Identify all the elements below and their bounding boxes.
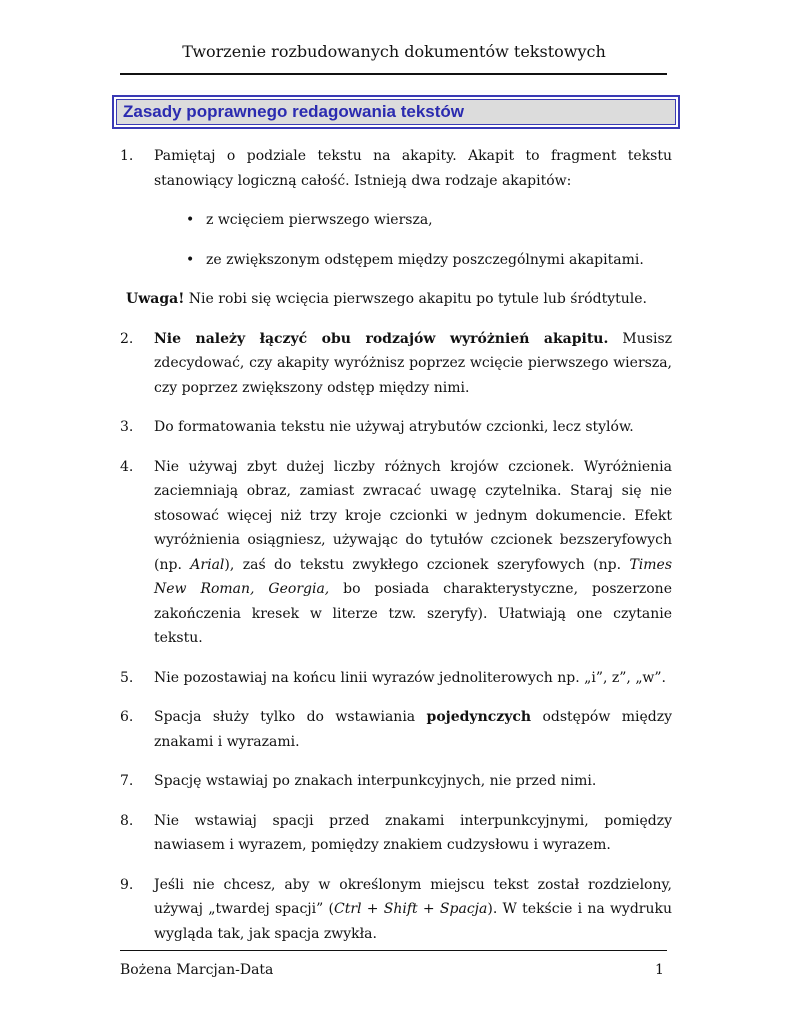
list-item-8 xyxy=(120,809,672,858)
item-number: 1. xyxy=(120,148,134,164)
list-item-9 xyxy=(120,873,672,947)
item-text-part: Jeśli nie chcesz, aby w określonym miejscu tekst został rozdzielony, używaj „twardej spacji” ( xyxy=(154,876,672,917)
item-text-part: + xyxy=(417,901,440,917)
bullet-icon: • xyxy=(186,212,195,228)
section-heading-box xyxy=(112,95,680,129)
section-heading-background xyxy=(116,99,676,125)
section-heading: Zasady poprawnego redagowania tekstów xyxy=(123,102,465,121)
bullet-item xyxy=(186,248,672,273)
document-body xyxy=(120,144,672,961)
item-number: 7. xyxy=(120,773,134,789)
item-text: Spację wstawiaj po znakach interpunkcyjnych, nie przed nimi. xyxy=(154,773,597,789)
item-italic-text: Shift xyxy=(383,901,418,917)
note-paragraph xyxy=(126,287,672,312)
item-text-part: + xyxy=(361,901,384,917)
item-bold-text: Nie należy łączyć obu rodzajów wyróżnień akapitu. xyxy=(154,330,609,347)
bullet-item xyxy=(186,208,672,233)
item-text: Pamiętaj o podziale tekstu na akapity. Akapit to fragment tekstu stanowiący logiczną całość. Istnieją dwa rodzaje akapitów: xyxy=(154,148,672,189)
item-italic-text: Arial xyxy=(190,556,225,573)
item-italic-text: Spacja xyxy=(439,901,488,917)
item-italic-text: Times New Roman, Georgia, xyxy=(154,556,672,597)
item-text-part: Spacja służy tylko do wstawiania xyxy=(154,709,427,725)
item-text: Nie pozostawiaj na końcu linii wyrazów jednoliterowych np. „i”, z”, „w”. xyxy=(154,669,666,686)
list-item-2 xyxy=(120,327,672,401)
note-text: Nie robi się wcięcia pierwszego akapitu po tytule lub śródtytule. xyxy=(184,291,647,307)
item-number: 2. xyxy=(120,330,134,347)
item-text-part: ), zaś do tekstu zwykłego czcionek szeryfowych (np. xyxy=(224,556,630,573)
item-number: 5. xyxy=(120,669,134,686)
list-item-5 xyxy=(120,666,672,691)
note-label: Uwaga! xyxy=(126,291,185,307)
item-text xyxy=(154,873,672,947)
item-text xyxy=(154,705,672,754)
bullet-list xyxy=(120,208,672,272)
item-number: 4. xyxy=(120,458,134,475)
list-item-4 xyxy=(120,455,672,651)
page-number: 1 xyxy=(655,962,664,978)
item-text xyxy=(154,327,672,401)
item-number: 8. xyxy=(120,812,134,829)
bullet-icon: • xyxy=(186,251,195,268)
item-text xyxy=(154,455,672,651)
item-text-part: odstępów między znakami i wyrazami. xyxy=(154,709,673,750)
item-text-part: Nie używaj zbyt dużej liczby różnych krojów czcionek. Wyróżnienia zaciemniają obraz, zamiast zwracać uwagę czytelnika. Staraj się nie stosować więcej niż trzy kroje czcionki w jednym dokumencie. Efekt wyróżnienia osiągniesz, używając do tytułów czcionek bezszeryfowych (np. xyxy=(154,458,672,573)
page-header-title: Tworzenie rozbudowanych dokumentów tekstowych xyxy=(182,42,606,61)
item-bold-text: pojedynczych xyxy=(426,709,532,725)
list-item-7 xyxy=(120,769,672,794)
item-text-part: bo posiada charakterystyczne, poszerzone zakończenia kresek w literze tzw. szeryfy). Ułatwiają one czytanie tekstu. xyxy=(154,581,672,646)
bullet-text: z wcięciem pierwszego wiersza, xyxy=(206,212,433,228)
bullet-text: ze zwiększonym odstępem między poszczególnymi akapitami. xyxy=(206,251,644,268)
list-item-6 xyxy=(120,705,672,754)
footer-author: Bożena Marcjan-Data xyxy=(120,962,274,978)
item-text: Do formatowania tekstu nie używaj atrybutów czcionki, lecz stylów. xyxy=(154,419,634,435)
item-text-part: Musisz zdecydować, czy akapity wyróżnisz poprzez wcięcie pierwszego wiersza, czy poprzez zwiększony odstęp między nimi. xyxy=(154,330,673,396)
list-item-1 xyxy=(120,144,672,193)
item-italic-text: Ctrl xyxy=(334,901,362,917)
item-text-part: ). W tekście i na wydruku wygląda tak, jak spacja zwykła. xyxy=(154,901,673,942)
footer-divider xyxy=(120,950,667,951)
list-item-3 xyxy=(120,415,672,440)
item-number: 3. xyxy=(120,419,134,435)
item-text: Nie wstawiaj spacji przed znakami interpunkcyjnymi, pomiędzy nawiasem i wyrazem, pomiędzy znakiem cudzysłowu i wyrazem. xyxy=(154,812,672,853)
header-divider xyxy=(120,73,667,75)
item-number: 6. xyxy=(120,709,134,725)
item-number: 9. xyxy=(120,876,134,893)
